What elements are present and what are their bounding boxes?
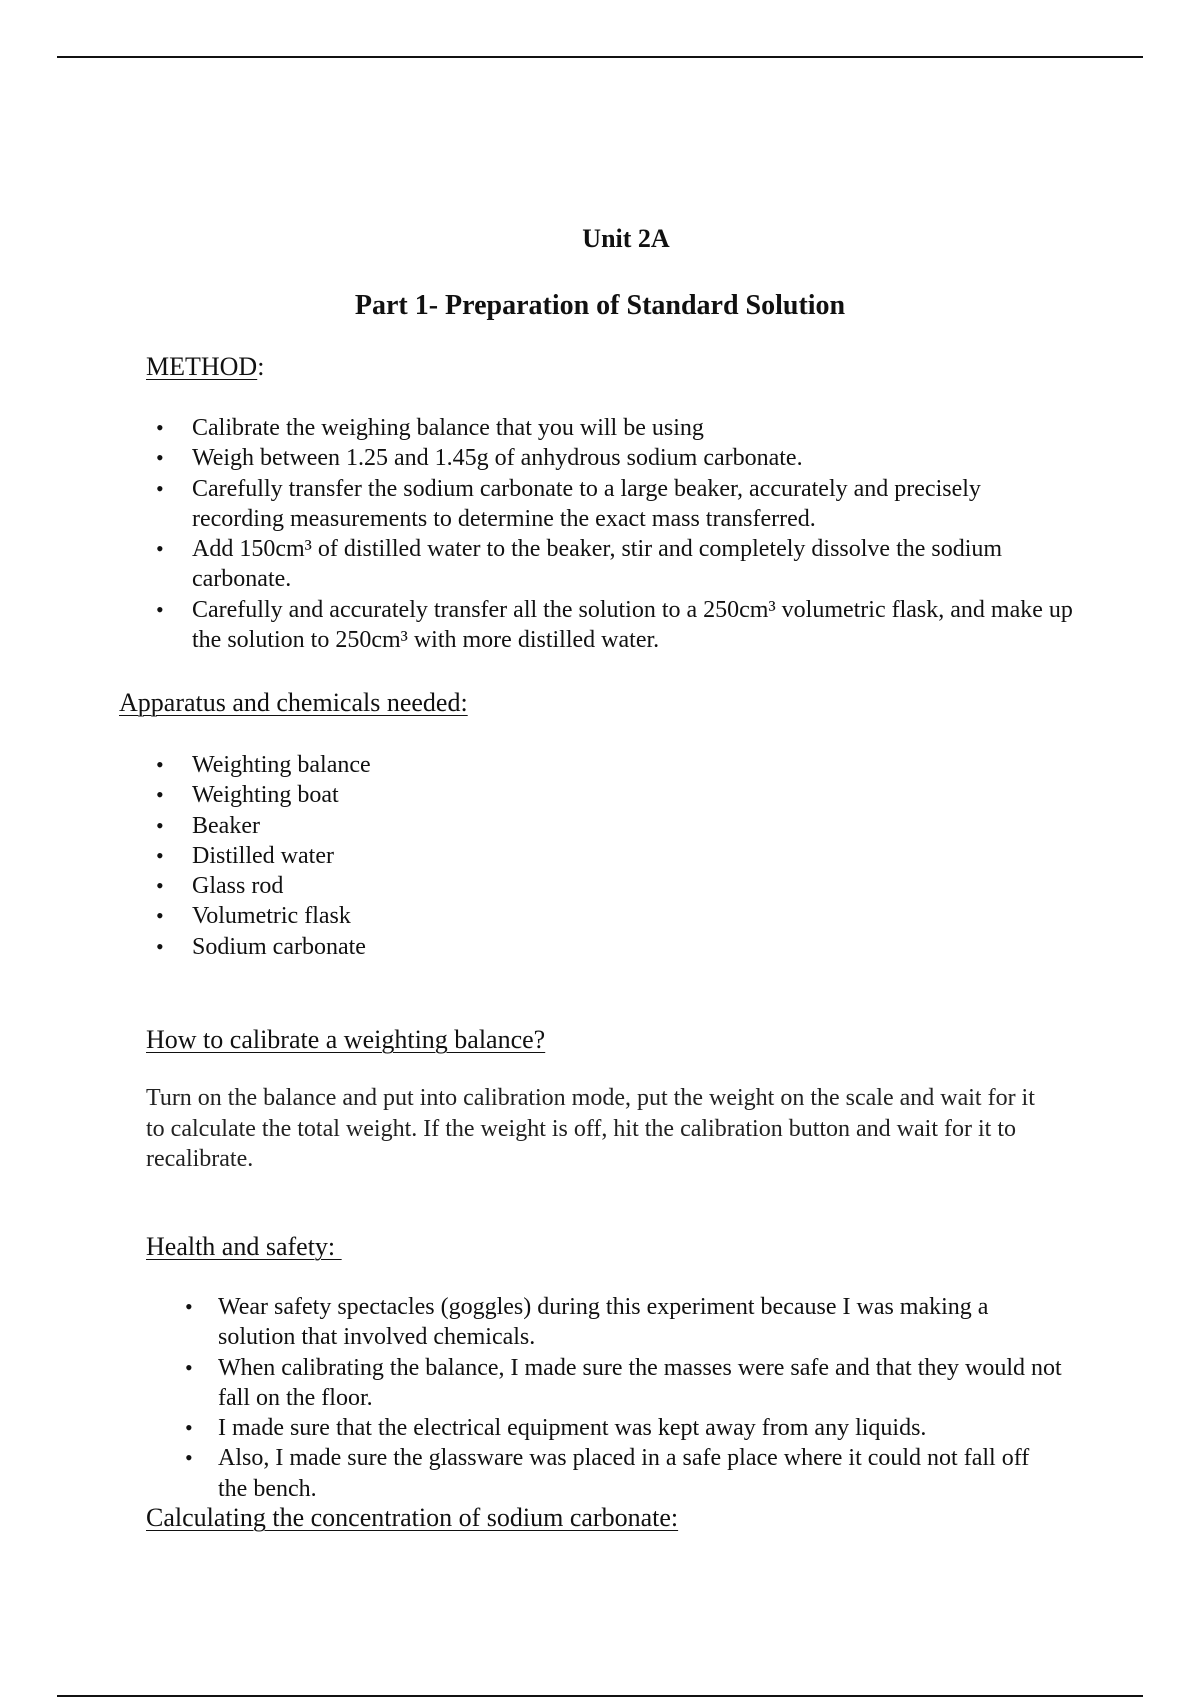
method-step: • Carefully and accurately transfer all the solution to a 250cm³ volumetric flask, and make up the solution to 250cm³ with more distilled water. — [146, 595, 1076, 656]
safety-item: • I made sure that the electrical equipment was kept away from any liquids. — [182, 1413, 1062, 1443]
safety-item: • When calibrating the balance, I made sure the masses were safe and that they would not fall on the floor. — [182, 1353, 1062, 1414]
apparatus-item: • Weighting boat — [146, 780, 746, 810]
part-title: Part 1- Preparation of Standard Solution — [354, 290, 846, 321]
method-steps-list — [146, 413, 1076, 655]
safety-item: • Also, I made sure the glassware was placed in a safe place where it could not fall off the bench. — [182, 1443, 1062, 1504]
apparatus-item: • Glass rod — [146, 871, 746, 901]
apparatus-item: • Beaker — [146, 811, 746, 841]
apparatus-item: • Weighting balance — [146, 750, 746, 780]
calibration-heading: How to calibrate a weighting balance? — [146, 1025, 546, 1054]
method-step: • Weigh between 1.25 and 1.45g of anhydrous sodium carbonate. — [146, 443, 1076, 473]
method-step: • Carefully transfer the sodium carbonate to a large beaker, accurately and precisely recording measurements to determine the exact mass transferred. — [146, 474, 1076, 535]
apparatus-item: • Sodium carbonate — [146, 932, 746, 962]
health-safety-list — [182, 1292, 1062, 1504]
method-heading-colon: : — [257, 352, 265, 381]
calibration-paragraph: Turn on the balance and put into calibration mode, put the weight on the scale and wait for it to calculate the total weight. If the weight is off, hit the calibration button and wait for it to recalibrate. — [146, 1085, 1035, 1172]
apparatus-list — [146, 750, 746, 962]
apparatus-heading: Apparatus and chemicals needed: — [119, 688, 468, 717]
method-heading — [146, 352, 264, 382]
unit-title: Unit 2A — [582, 224, 670, 253]
top-rule — [57, 56, 1143, 58]
bottom-rule — [57, 1695, 1143, 1697]
method-heading-text: METHOD — [146, 352, 258, 381]
safety-item: • Wear safety spectacles (goggles) during this experiment because I was making a solution that involved chemicals. — [182, 1292, 1062, 1353]
health-safety-heading: Health and safety: — [146, 1232, 342, 1261]
apparatus-item: • Volumetric flask — [146, 901, 746, 931]
method-step: • Add 150cm³ of distilled water to the beaker, stir and completely dissolve the sodium carbonate. — [146, 534, 1076, 595]
concentration-heading: Calculating the concentration of sodium carbonate: — [146, 1503, 679, 1532]
apparatus-item: • Distilled water — [146, 841, 746, 871]
method-step: • Calibrate the weighing balance that you will be using — [146, 413, 1076, 443]
